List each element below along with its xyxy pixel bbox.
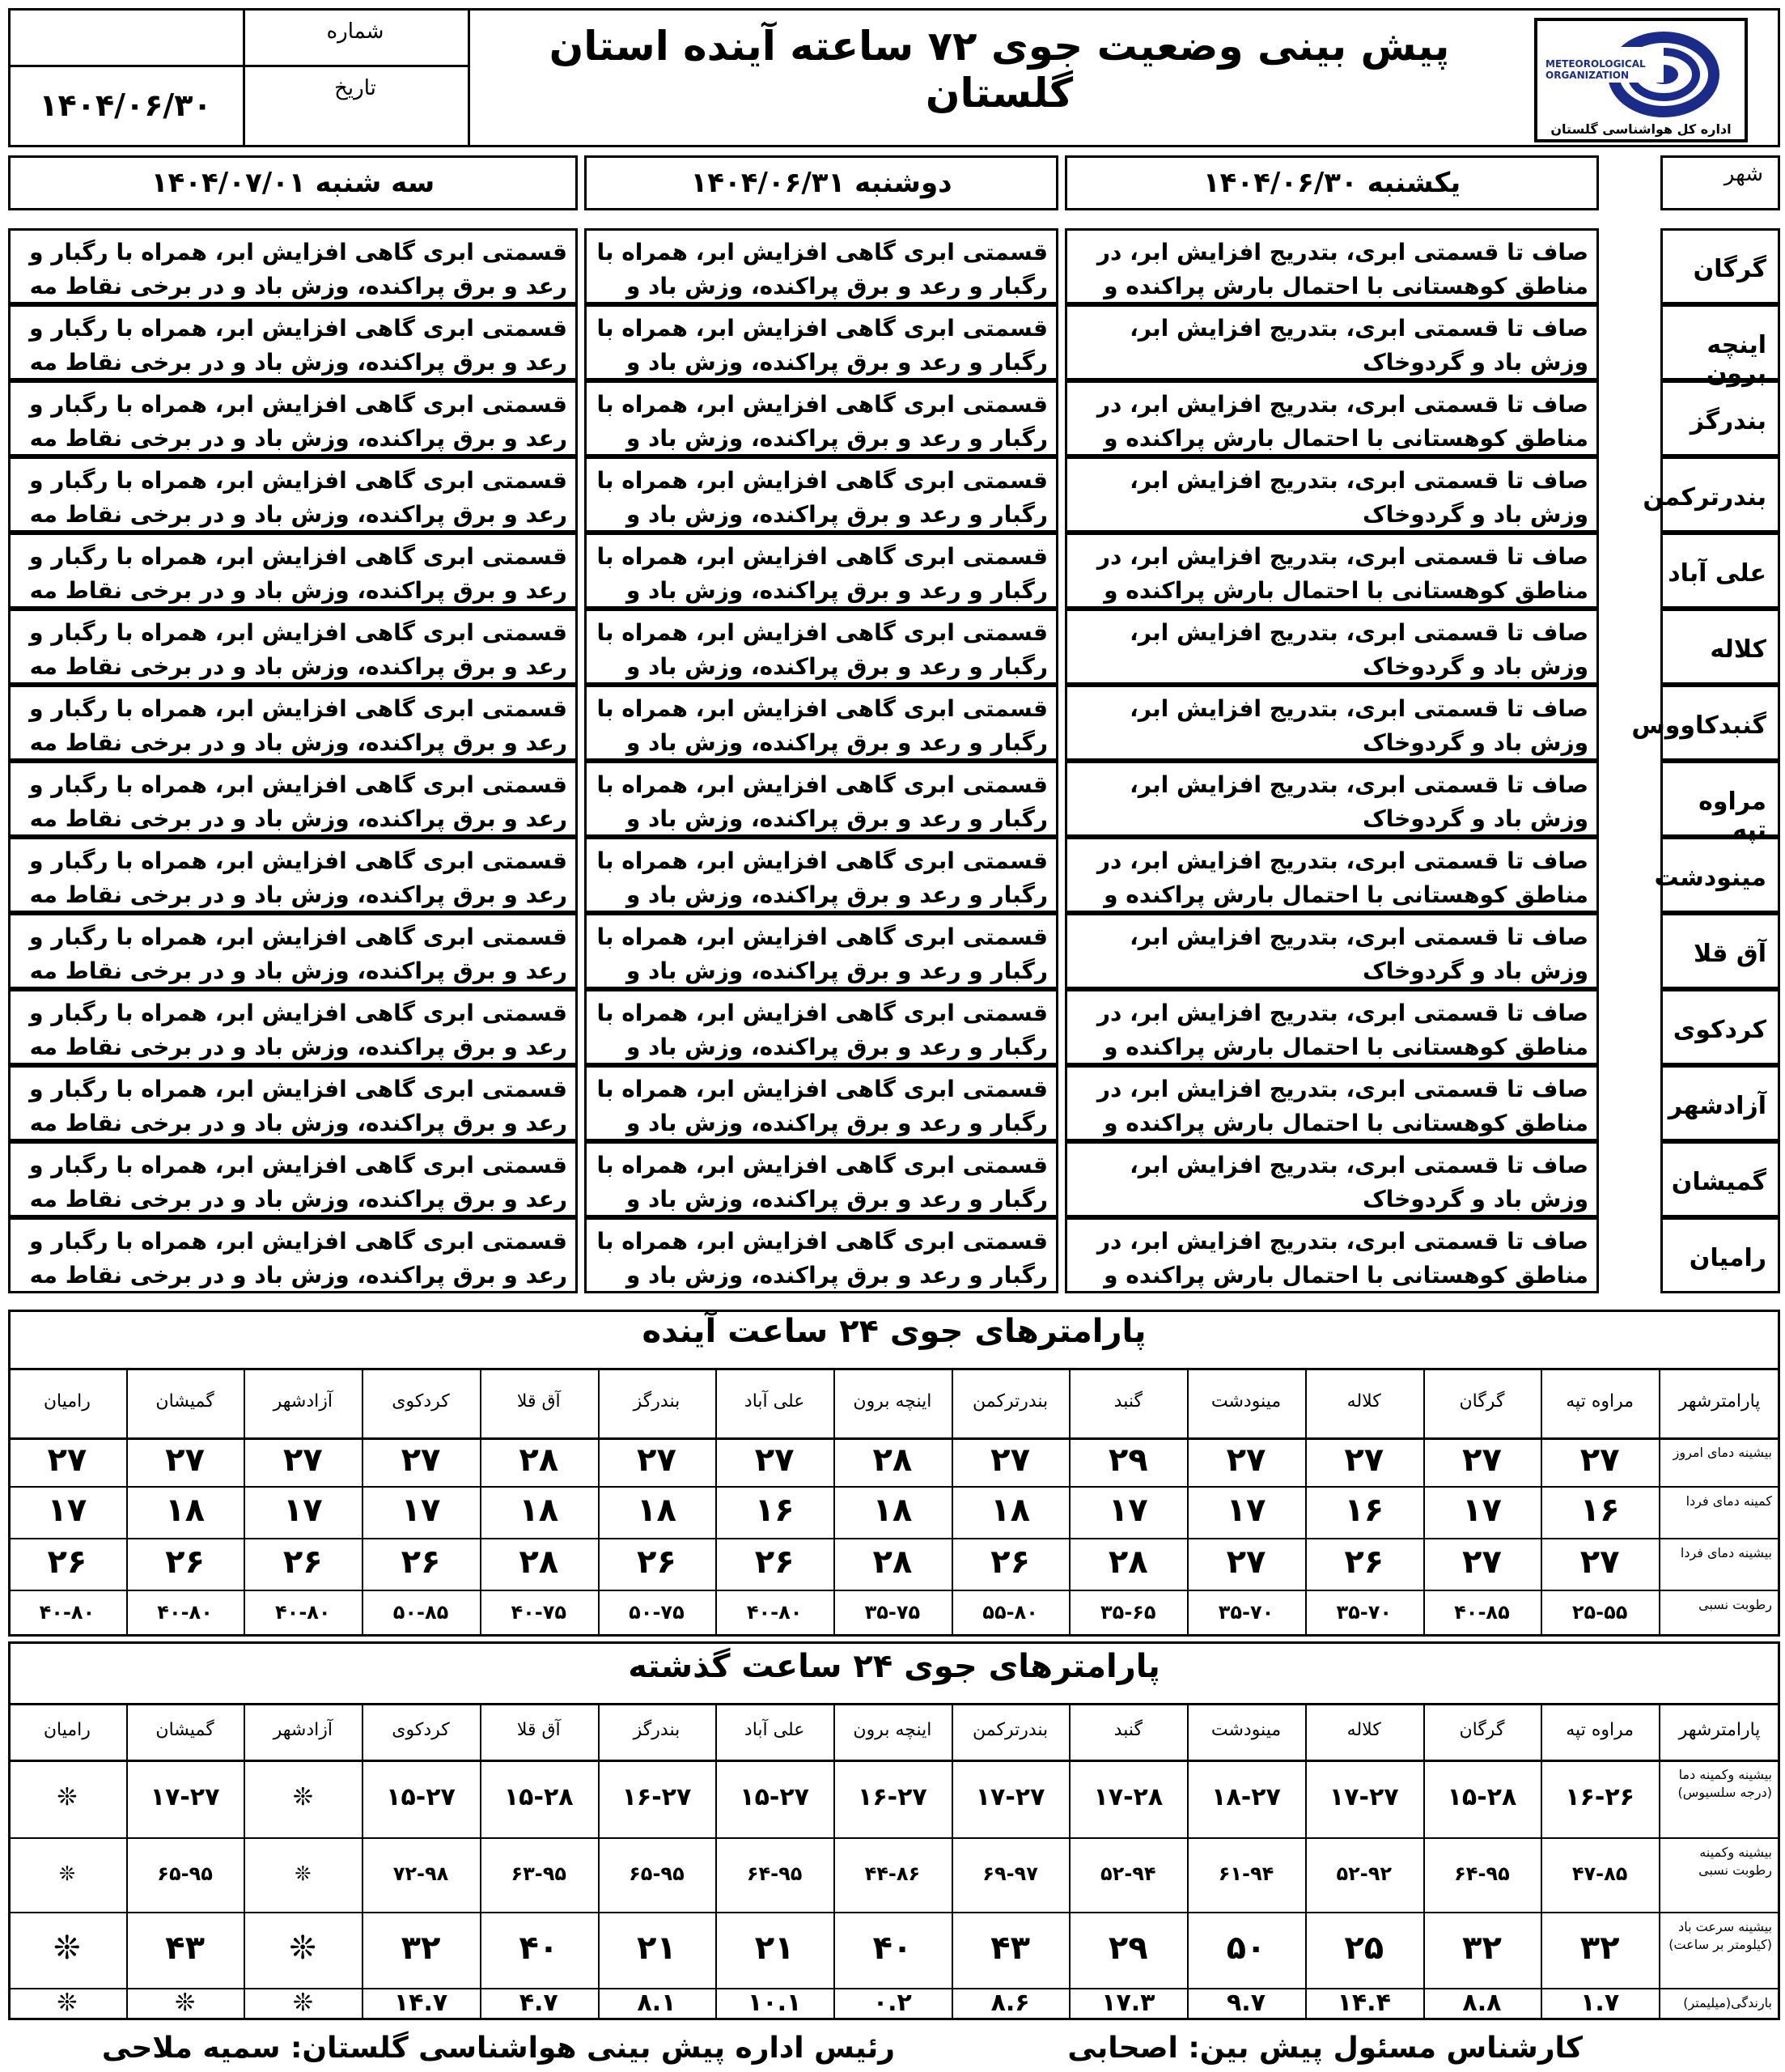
grid-line	[715, 1368, 717, 1637]
forecast-city: گنبدکاووس	[1660, 685, 1780, 761]
forecast-cell-day-1: صاف تا قسمتی ابری، بتدریج افزایش ابر، وزش باد و گردوخاک	[1065, 609, 1599, 685]
param-value: ۱۸	[165, 1492, 205, 1530]
param-value: ۹.۷	[1226, 1989, 1266, 2018]
param-row-label: بیشینه دمای امروز	[1673, 1445, 1772, 1460]
forecast-city: علی آباد	[1660, 533, 1780, 609]
param-value: ۱۶	[754, 1492, 795, 1530]
forecast-city: کلاله	[1660, 609, 1780, 685]
forecast-cell-day-1: صاف تا قسمتی ابری، بتدریج افزایش ابر، در مناطق کوهستانی با احتمال بارش پراکنده و	[1065, 1217, 1599, 1293]
forecast-city: بندرگز	[1660, 380, 1780, 456]
param-value: ۱۷.۳	[1101, 1989, 1155, 2018]
param-city-header: مینودشت	[1210, 1391, 1282, 1412]
param-value: ۲۷	[401, 1441, 441, 1480]
day-header-2: دوشنبه ۱۴۰۴/۰۶/۳۱	[584, 155, 1058, 210]
forecast-cell-day-3: قسمتی ابری گاهی افزایش ابر، همراه با رگبار و رعد و برق پراکنده، وزش باد و در برخی نقاط مه	[8, 913, 578, 989]
forecast-cell-day-2: قسمتی ابری گاهی افزایش ابر، همراه با رگبار و رعد و برق پراکنده، وزش باد و	[584, 1217, 1058, 1293]
grid-line	[952, 1703, 953, 2020]
param-value: ۲۶	[637, 1543, 676, 1582]
param-value: ۴۳	[990, 1930, 1030, 1968]
forecast-cell-day-1: صاف تا قسمتی ابری، بتدریج افزایش ابر، وزش باد و گردوخاک	[1065, 304, 1599, 380]
param-value: ۱۵-۲۸	[503, 1783, 574, 1812]
param-value: ۲۸	[519, 1441, 559, 1480]
forecast-city: آق قلا	[1660, 913, 1780, 989]
forecast-cell-day-1: صاف تا قسمتی ابری، بتدریج افزایش ابر، وزش باد و گردوخاک	[1065, 685, 1599, 761]
param-value: ۳۲	[1579, 1930, 1620, 1968]
forecast-cell-day-3: قسمتی ابری گاهی افزایش ابر، همراه با رگبار و رعد و برق پراکنده، وزش باد و در برخی نقاط مه	[8, 533, 578, 609]
forecast-row	[8, 989, 1780, 1065]
param-row-label: بیشینه وکمینه دما (درجه سلسیوس)	[1677, 1767, 1772, 1800]
param-value: ۶۹-۹۷	[982, 1862, 1038, 1886]
forecast-cell-day-3: قسمتی ابری گاهی افزایش ابر، همراه با رگبار و رعد و برق پراکنده، وزش باد و در برخی نقاط مه	[8, 685, 578, 761]
forecast-cell-day-2: قسمتی ابری گاهی افزایش ابر، همراه با رگبار و رعد و برق پراکنده، وزش باد و	[584, 456, 1058, 533]
grid-line	[8, 1437, 1780, 1440]
forecast-row	[8, 1141, 1780, 1217]
footer-head: رئیس اداره پیش بینی هواشناسی گلستان: سمیه ملاحی	[101, 2032, 895, 2065]
forecast-row	[8, 1065, 1780, 1141]
next24-title: پارامترهای جوی ۲۴ ساعت آینده	[642, 1313, 1147, 1350]
grid-line	[8, 1703, 1780, 1705]
grid-line	[8, 1368, 1780, 1370]
param-value: ❊	[175, 1989, 196, 2018]
param-value: ۲۷	[47, 1441, 87, 1480]
forecast-cell-day-2: قسمتی ابری گاهی افزایش ابر، همراه با رگبار و رعد و برق پراکنده، وزش باد و	[584, 1141, 1058, 1217]
past24-title: پارامترهای جوی ۲۴ ساعت گذشته	[628, 1648, 1160, 1685]
param-city-header: رامیان	[43, 1720, 91, 1740]
param-value: ۱۶-۲۷	[621, 1783, 692, 1812]
param-value: ۱۴.۷	[393, 1989, 448, 2018]
param-value: ۱۶-۲۶	[1565, 1783, 1634, 1812]
forecast-cell-day-2: قسمتی ابری گاهی افزایش ابر، همراه با رگبار و رعد و برق پراکنده، وزش باد و	[584, 609, 1058, 685]
grid-line	[1659, 1368, 1660, 1637]
city-column-header: شهر	[1660, 155, 1780, 210]
param-value: ۱۷-۲۷	[1329, 1783, 1399, 1812]
forecast-cell-day-2: قسمتی ابری گاهی افزایش ابر، همراه با رگبار و رعد و برق پراکنده، وزش باد و	[584, 989, 1058, 1065]
param-city-header: بندرترکمن	[973, 1391, 1049, 1412]
forecast-cell-day-1: صاف تا قسمتی ابری، بتدریج افزایش ابر، وزش باد و گردوخاک	[1065, 913, 1599, 989]
forecast-cell-day-3: قسمتی ابری گاهی افزایش ابر، همراه با رگبار و رعد و برق پراکنده، وزش باد و در برخی نقاط مه	[8, 609, 578, 685]
param-value: ۱.۷	[1580, 1989, 1620, 2018]
param-value: ۳۵-۷۰	[1218, 1601, 1274, 1624]
forecast-cell-day-1: صاف تا قسمتی ابری، بتدریج افزایش ابر، در مناطق کوهستانی با احتمال بارش پراکنده و	[1065, 380, 1599, 456]
param-value: ۶۴-۹۵	[746, 1862, 803, 1886]
param-value: ۴۰	[519, 1930, 559, 1968]
param-value: ❊	[57, 1783, 78, 1812]
past24-table	[8, 1703, 1780, 2020]
day-header-3: سه شنبه ۱۴۰۴/۰۷/۰۱	[8, 155, 578, 210]
param-value: ۱۷	[282, 1492, 323, 1530]
param-value: ۶۱-۹۴	[1218, 1862, 1274, 1886]
forecast-row	[8, 685, 1780, 761]
param-value: ۸.۶	[990, 1989, 1030, 2018]
grid-line	[1069, 1368, 1071, 1637]
param-value: ❊	[292, 1989, 313, 2018]
param-city-header: گمیشان	[155, 1391, 214, 1412]
param-city-header: علی آباد	[744, 1391, 805, 1412]
forecast-cell-day-2: قسمتی ابری گاهی افزایش ابر، همراه با رگبار و رعد و برق پراکنده، وزش باد و	[584, 761, 1058, 837]
forecast-cell-day-2: قسمتی ابری گاهی افزایش ابر، همراه با رگبار و رعد و برق پراکنده، وزش باد و	[584, 533, 1058, 609]
param-header: پارامترشهر	[1678, 1391, 1761, 1412]
param-city-header: رامیان	[43, 1391, 91, 1412]
day-header-1: یکشنبه ۱۴۰۴/۰۶/۳۰	[1065, 155, 1599, 210]
grid-line	[8, 1760, 1780, 1762]
forecast-cell-day-3: قسمتی ابری گاهی افزایش ابر، همراه با رگبار و رعد و برق پراکنده، وزش باد و در برخی نقاط مه	[8, 1065, 578, 1141]
grid-line	[1187, 1368, 1189, 1637]
param-value: ۴۰-۸۰	[275, 1601, 331, 1624]
param-value: ۴۰-۷۵	[511, 1601, 566, 1624]
param-row-label: بیشینه سرعت باد (کیلومتر بر ساعت)	[1668, 1919, 1772, 1952]
param-value: ۲۹	[1108, 1930, 1148, 1968]
param-city-header: بندرگز	[633, 1391, 681, 1412]
param-value: ۲۷	[1462, 1441, 1502, 1480]
grid-line	[715, 1703, 717, 2020]
param-value: ۱۴.۴	[1337, 1989, 1391, 2018]
param-value: ۲۷	[1344, 1441, 1384, 1480]
param-value: ۲۷	[1226, 1543, 1266, 1582]
param-value: ۴۳	[165, 1930, 205, 1968]
param-value: ۶۵-۹۵	[629, 1862, 685, 1886]
param-city-header: گنبد	[1113, 1720, 1143, 1740]
grid-line	[480, 1703, 481, 2020]
param-row-label: بیشینه دمای فردا	[1680, 1545, 1772, 1560]
param-value: ۲۶	[165, 1543, 205, 1582]
forecast-city: بندرترکمن	[1660, 456, 1780, 533]
param-city-header: کلاله	[1346, 1391, 1381, 1412]
forecast-cell-day-1: صاف تا قسمتی ابری، بتدریج افزایش ابر، در مناطق کوهستانی با احتمال بارش پراکنده و	[1065, 989, 1599, 1065]
grid-line	[8, 1486, 1780, 1488]
param-value: ۱۸	[519, 1492, 559, 1530]
param-city-header: کلاله	[1346, 1720, 1381, 1740]
forecast-cell-day-3: قسمتی ابری گاهی افزایش ابر، همراه با رگبار و رعد و برق پراکنده، وزش باد و در برخی نقاط مه	[8, 837, 578, 913]
grid-line	[480, 1368, 481, 1637]
param-value: ۱۷-۲۷	[975, 1783, 1045, 1812]
forecast-cell-day-3: قسمتی ابری گاهی افزایش ابر، همراه با رگبار و رعد و برق پراکنده، وزش باد و در برخی نقاط مه	[8, 1217, 578, 1293]
param-value: ۱۵-۲۸	[1447, 1783, 1517, 1812]
param-value: ۴۰-۸۰	[746, 1601, 803, 1624]
param-value: ۴۰	[872, 1930, 913, 1968]
param-value: ۱۸-۲۷	[1211, 1783, 1281, 1812]
forecast-row	[8, 380, 1780, 456]
forecast-cell-day-3: قسمتی ابری گاهی افزایش ابر، همراه با رگبار و رعد و برق پراکنده، وزش باد و در برخی نقاط مه	[8, 228, 578, 304]
param-value: ۴۴-۸۶	[864, 1862, 921, 1886]
param-value: ۲۸	[519, 1543, 559, 1582]
forecast-city: رامیان	[1660, 1217, 1780, 1293]
forecast-cell-day-2: قسمتی ابری گاهی افزایش ابر، همراه با رگبار و رعد و برق پراکنده، وزش باد و	[584, 837, 1058, 913]
forecast-row	[8, 837, 1780, 913]
param-value: ۲۷	[1462, 1543, 1502, 1582]
param-value: ۲۱	[754, 1930, 795, 1968]
param-value: ❊	[289, 1930, 317, 1968]
param-value: ۲۱	[637, 1930, 676, 1968]
logo-caption: اداره کل هواشناسی گلستان	[1550, 121, 1732, 137]
param-value: ۱۸	[872, 1492, 913, 1530]
param-value: ۸.۸	[1462, 1989, 1502, 2018]
param-value: ۲۵	[1344, 1930, 1384, 1968]
param-value: ۲۸	[872, 1441, 913, 1480]
param-value: ۵۲-۹۲	[1336, 1862, 1392, 1886]
param-value: ۱۶	[1579, 1492, 1620, 1530]
forecast-cell-day-2: قسمتی ابری گاهی افزایش ابر، همراه با رگبار و رعد و برق پراکنده، وزش باد و	[584, 304, 1058, 380]
forecast-city: مراوه تپه	[1660, 761, 1780, 837]
param-value: ۱۵-۲۷	[740, 1783, 809, 1812]
forecast-table	[8, 152, 1780, 1306]
forecast-cell-day-1: صاف تا قسمتی ابری، بتدریج افزایش ابر، در مناطق کوهستانی با احتمال بارش پراکنده و	[1065, 228, 1599, 304]
forecast-cell-day-3: قسمتی ابری گاهی افزایش ابر، همراه با رگبار و رعد و برق پراکنده، وزش باد و در برخی نقاط مه	[8, 456, 578, 533]
param-value: ۱۷	[1462, 1492, 1502, 1530]
param-value: ❊	[53, 1930, 81, 1968]
param-value: ۱۷	[1226, 1492, 1266, 1530]
forecast-cell-day-3: قسمتی ابری گاهی افزایش ابر، همراه با رگبار و رعد و برق پراکنده، وزش باد و در برخی نقاط مه	[8, 304, 578, 380]
date-label: تاریخ	[334, 76, 376, 100]
grid-line	[1423, 1368, 1425, 1637]
param-value: ❊	[57, 1989, 78, 2018]
grid-line	[598, 1703, 600, 2020]
grid-line	[1305, 1703, 1307, 2020]
forecast-city: آزادشهر	[1660, 1065, 1780, 1141]
param-value: ۲۶	[754, 1543, 795, 1582]
param-value: ۳۲	[401, 1930, 441, 1968]
param-city-header: اینچه برون	[853, 1720, 932, 1740]
forecast-cell-day-3: قسمتی ابری گاهی افزایش ابر، همراه با رگبار و رعد و برق پراکنده، وزش باد و در برخی نقاط مه	[8, 989, 578, 1065]
param-value: ۲۹	[1108, 1441, 1148, 1480]
grid-line	[126, 1368, 128, 1637]
param-value: ۲۵-۵۵	[1571, 1601, 1628, 1624]
param-city-header: بندرگز	[633, 1720, 681, 1740]
param-value: ۸.۱	[637, 1989, 676, 2018]
grid-line	[1659, 1703, 1660, 2020]
forecast-city: گمیشان	[1660, 1141, 1780, 1217]
param-value: ۴۰-۸۰	[157, 1601, 213, 1624]
grid-line	[1305, 1368, 1307, 1637]
forecast-row	[8, 228, 1780, 304]
param-value: ۶۴-۹۵	[1454, 1862, 1510, 1886]
grid-line	[1069, 1703, 1071, 2020]
forecast-cell-day-2: قسمتی ابری گاهی افزایش ابر، همراه با رگبار و رعد و برق پراکنده، وزش باد و	[584, 685, 1058, 761]
forecast-city: اینچه برون	[1660, 304, 1780, 380]
param-city-header: آق قلا	[516, 1391, 561, 1412]
param-value: ۲۶	[990, 1543, 1030, 1582]
param-city-header: گنبد	[1113, 1391, 1143, 1412]
param-value: ۱۵-۲۷	[386, 1783, 456, 1812]
param-value: ۲۶	[282, 1543, 323, 1582]
param-city-header: مراوه تپه	[1566, 1391, 1634, 1412]
param-value: ۲۷	[165, 1441, 205, 1480]
next24-table	[8, 1368, 1780, 1637]
param-row-label: کمینه دمای فردا	[1685, 1493, 1772, 1509]
grid-line	[1423, 1703, 1425, 2020]
param-value: ۱۸	[990, 1492, 1030, 1530]
param-value: ۳۲	[1462, 1930, 1502, 1968]
forecast-city: کردکوی	[1660, 989, 1780, 1065]
param-value: ۱۷	[1108, 1492, 1148, 1530]
date-value: ۱۴۰۴/۰۶/۳۰	[39, 87, 212, 123]
param-value: ۲۷	[1226, 1441, 1266, 1480]
grid-line	[8, 1912, 1780, 1913]
grid-line	[362, 1703, 363, 2020]
param-header: پارامترشهر	[1678, 1720, 1761, 1740]
grid-line	[8, 1590, 1780, 1591]
forecast-cell-day-3: قسمتی ابری گاهی افزایش ابر، همراه با رگبار و رعد و برق پراکنده، وزش باد و در برخی نقاط مه	[8, 1141, 578, 1217]
grid-line	[244, 1703, 245, 2020]
param-value: ۲۶	[1344, 1543, 1384, 1582]
param-value: ۴۰-۸۵	[1454, 1601, 1510, 1624]
param-city-header: کردکوی	[392, 1720, 450, 1740]
grid-line	[833, 1368, 835, 1637]
param-value: ۲۷	[754, 1441, 795, 1480]
param-value: ۱۷	[47, 1492, 87, 1530]
number-label: شماره	[326, 19, 384, 44]
param-city-header: علی آباد	[744, 1720, 805, 1740]
forecast-cell-day-1: صاف تا قسمتی ابری، بتدریج افزایش ابر، وزش باد و گردوخاک	[1065, 761, 1599, 837]
logo-text-en: METEOROLOGICAL ORGANIZATION	[1545, 58, 1646, 81]
param-value: ۱۷-۲۸	[1093, 1783, 1164, 1812]
forecast-cell-day-3: قسمتی ابری گاهی افزایش ابر، همراه با رگبار و رعد و برق پراکنده، وزش باد و در برخی نقاط مه	[8, 380, 578, 456]
param-value: ۵۲-۹۴	[1100, 1862, 1156, 1886]
param-city-header: آزادشهر	[273, 1391, 333, 1412]
meta-divider	[8, 65, 470, 67]
grid-line	[1541, 1703, 1542, 2020]
param-value: ۲۷	[637, 1441, 676, 1480]
forecast-cell-day-2: قسمتی ابری گاهی افزایش ابر، همراه با رگبار و رعد و برق پراکنده، وزش باد و	[584, 1065, 1058, 1141]
param-value: ۴۷-۸۵	[1571, 1862, 1628, 1886]
grid-line	[244, 1368, 245, 1637]
forecast-city: گرگان	[1660, 228, 1780, 304]
param-value: ۱۷	[401, 1492, 441, 1530]
forecast-cell-day-1: صاف تا قسمتی ابری، بتدریج افزایش ابر، در مناطق کوهستانی با احتمال بارش پراکنده و	[1065, 837, 1599, 913]
param-city-header: گمیشان	[155, 1720, 214, 1740]
grid-line	[1187, 1703, 1189, 2020]
forecast-row	[8, 304, 1780, 388]
param-value: ۳۵-۷۰	[1336, 1601, 1392, 1624]
grid-line	[1541, 1368, 1542, 1637]
forecast-cell-day-1: صاف تا قسمتی ابری، بتدریج افزایش ابر، وزش باد و گردوخاک	[1065, 456, 1599, 533]
param-city-header: بندرترکمن	[973, 1720, 1049, 1740]
param-city-header: آزادشهر	[273, 1720, 333, 1740]
param-value: ۳۵-۶۵	[1100, 1601, 1156, 1624]
param-value: ۵۵-۸۰	[982, 1601, 1038, 1624]
footer-expert: کارشناس مسئول پیش بین: اصحابی	[1067, 2032, 1583, 2065]
param-city-header: گرگان	[1459, 1391, 1505, 1412]
forecast-cell-day-1: صاف تا قسمتی ابری، بتدریج افزایش ابر، در مناطق کوهستانی با احتمال بارش پراکنده و	[1065, 533, 1599, 609]
forecast-row	[8, 533, 1780, 609]
grid-line	[126, 1703, 128, 2020]
param-row-label: رطوبت نسبی	[1698, 1597, 1772, 1612]
param-value: ۶۳-۹۵	[511, 1862, 566, 1886]
param-value: ۵۰-۸۵	[392, 1601, 449, 1624]
param-value: ۱۶-۲۷	[858, 1783, 927, 1812]
param-value: ۷۲-۹۸	[392, 1862, 449, 1886]
param-value: ۴.۷	[519, 1989, 558, 2018]
grid-line	[598, 1368, 600, 1637]
forecast-row	[8, 761, 1780, 844]
param-value: ۲۷	[990, 1441, 1030, 1480]
param-value: ۱۰.۱	[747, 1989, 802, 2018]
logo	[1542, 23, 1740, 120]
grid-line	[8, 1538, 1780, 1539]
grid-line	[362, 1368, 363, 1637]
param-value: ❊	[58, 1862, 75, 1886]
forecast-cell-day-2: قسمتی ابری گاهی افزایش ابر، همراه با رگبار و رعد و برق پراکنده، وزش باد و	[584, 228, 1058, 304]
param-row-label: بیشینه وکمینه رطوبت نسبی	[1698, 1845, 1772, 1878]
forecast-cell-day-2: قسمتی ابری گاهی افزایش ابر، همراه با رگبار و رعد و برق پراکنده، وزش باد و	[584, 913, 1058, 989]
forecast-row	[8, 913, 1780, 989]
param-value: ۲۸	[872, 1543, 913, 1582]
forecast-cell-day-1: صاف تا قسمتی ابری، بتدریج افزایش ابر، وزش باد و گردوخاک	[1065, 1141, 1599, 1217]
page-title: پیش بینی وضعیت جوی ۷۲ ساعته آینده استان گلستان	[549, 23, 1450, 117]
forecast-row	[8, 456, 1780, 533]
forecast-cell-day-3: قسمتی ابری گاهی افزایش ابر، همراه با رگبار و رعد و برق پراکنده، وزش باد و در برخی نقاط مه	[8, 761, 578, 837]
forecast-row	[8, 1217, 1780, 1293]
param-value: ۲۷	[282, 1441, 323, 1480]
param-value: ۰.۲	[872, 1989, 912, 2018]
param-value: ۲۶	[401, 1543, 441, 1582]
meta-divider	[468, 8, 470, 147]
param-value: ۳۵-۷۵	[864, 1601, 921, 1624]
param-city-header: مینودشت	[1210, 1720, 1282, 1740]
param-value: ۲۷	[1579, 1543, 1620, 1582]
param-value: ❊	[295, 1862, 312, 1886]
param-value: ۱۸	[637, 1492, 676, 1530]
forecast-cell-day-1: صاف تا قسمتی ابری، بتدریج افزایش ابر، در مناطق کوهستانی با احتمال بارش پراکنده و	[1065, 1065, 1599, 1141]
param-city-header: گرگان	[1459, 1720, 1505, 1740]
param-value: ۲۶	[47, 1543, 87, 1582]
param-value: ۴۰-۸۰	[39, 1601, 95, 1624]
param-value: ۱۷-۲۷	[150, 1783, 220, 1812]
param-value: ۱۶	[1344, 1492, 1384, 1530]
param-value: ۶۵-۹۵	[157, 1862, 213, 1886]
param-value: ۲۸	[1108, 1543, 1148, 1582]
param-city-header: آق قلا	[516, 1720, 561, 1740]
forecast-row	[8, 609, 1780, 685]
param-city-header: مراوه تپه	[1566, 1720, 1634, 1740]
param-row-label: بارندگی(میلیمتر)	[1683, 1995, 1772, 2010]
grid-line	[952, 1368, 953, 1637]
param-city-header: اینچه برون	[853, 1391, 932, 1412]
param-value: ❊	[292, 1783, 313, 1812]
param-value: ۲۷	[1579, 1441, 1620, 1480]
param-value: ۵۰	[1226, 1930, 1266, 1968]
param-city-header: کردکوی	[392, 1391, 450, 1412]
grid-line	[833, 1703, 835, 2020]
grid-line	[8, 1837, 1780, 1839]
forecast-city: مینودشت	[1660, 837, 1780, 913]
forecast-cell-day-2: قسمتی ابری گاهی افزایش ابر، همراه با رگبار و رعد و برق پراکنده، وزش باد و	[584, 380, 1058, 456]
param-value: ۵۰-۷۵	[629, 1601, 685, 1624]
